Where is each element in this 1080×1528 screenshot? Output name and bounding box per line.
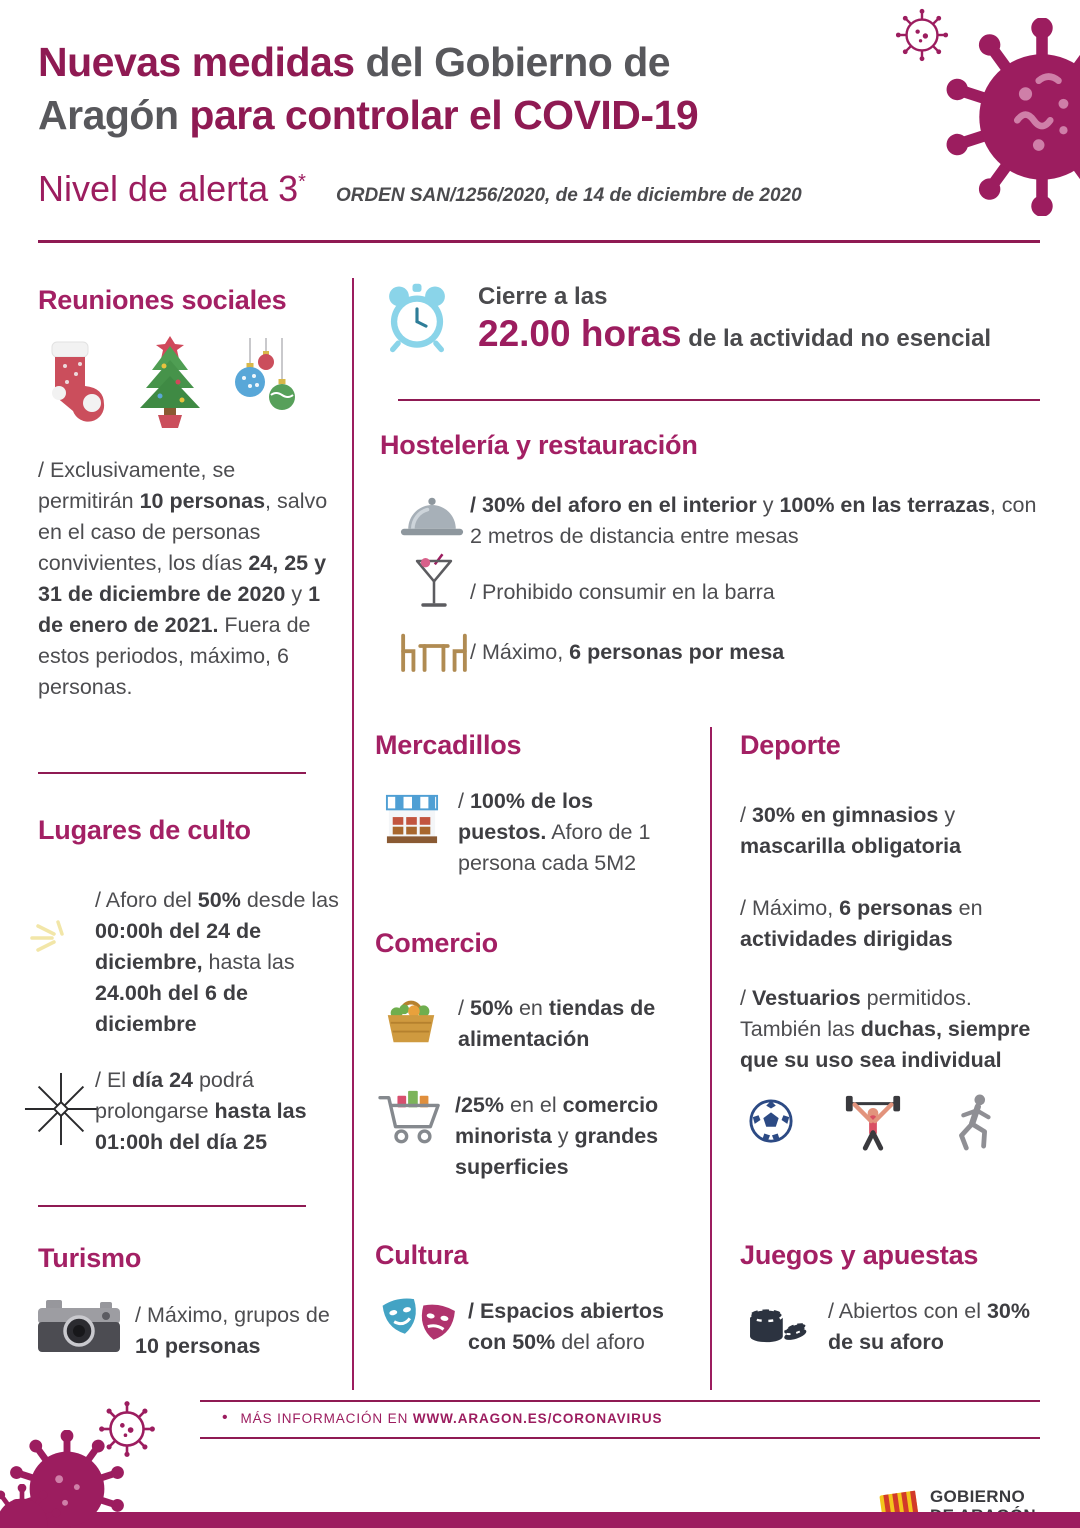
- virus-icon: [0, 1484, 62, 1528]
- left-divider-2: [38, 1205, 306, 1207]
- weightlifter-icon: [842, 1092, 904, 1152]
- comercio-item-2: /25% en el comercio minorista y grandes superficies: [455, 1093, 659, 1179]
- shopping-cart-icon: [376, 1088, 446, 1148]
- cierre-rest: de la actividad no esencial: [681, 325, 992, 352]
- alert-asterisk: *: [298, 171, 306, 193]
- lugares-item-2: / El día 24 podrá prolongarse hasta las 01:00h del día 25: [95, 1068, 307, 1154]
- mercadillos-item: / 100% de los puestos. Aforo de 1 persona cada 5M2: [458, 789, 651, 875]
- virus-icon: [943, 18, 1080, 216]
- section-heading-deporte: Deporte: [740, 730, 841, 760]
- stocking-icon: [40, 336, 112, 428]
- footer-divider-top: [200, 1400, 1040, 1402]
- section-heading-lugares: Lugares de culto: [38, 815, 251, 845]
- deporte-item-1: / 30% en gimnasios y mascarilla obligatoria: [740, 803, 962, 858]
- turismo-item: / Máximo, grupos de 10 personas: [135, 1303, 330, 1358]
- info-bullet: •: [222, 1409, 229, 1426]
- comercio-item-1: / 50% en tiendas de alimentación: [458, 996, 656, 1051]
- cloche-icon: [400, 492, 464, 540]
- section-heading-hosteleria: Hostelería y restauración: [380, 430, 698, 460]
- column-divider-right: [710, 727, 712, 1390]
- christmas-tree-icon: [128, 334, 212, 430]
- alert-row: [38, 168, 802, 210]
- cierre-time: 22.00 horas: [478, 313, 682, 354]
- section-heading-juegos: Juegos y apuestas: [740, 1240, 979, 1270]
- more-info-text: MÁS INFORMACIÓN EN WWW.ARAGON.ES/CORONAVIRUS: [240, 1410, 663, 1426]
- camera-icon: [36, 1298, 122, 1356]
- logo-line-1: GOBIERNO: [930, 1487, 1025, 1506]
- page-title: [38, 36, 698, 142]
- juegos-item: / Abiertos con el 30% de su aforo: [828, 1299, 1030, 1354]
- section-heading-cultura: Cultura: [375, 1240, 469, 1270]
- cierre-line-2: [478, 313, 1040, 355]
- ornaments-icon: [226, 338, 310, 428]
- deporte-item-2: / Máximo, 6 personas en actividades dirigidas: [740, 896, 983, 951]
- soccer-ball-icon: [748, 1098, 794, 1144]
- section-heading-turismo: Turismo: [38, 1243, 142, 1273]
- table-chairs-icon: [398, 630, 470, 674]
- footer-divider-bottom: [200, 1437, 1040, 1439]
- cierre-line-1: Cierre a las: [478, 283, 608, 310]
- hosteleria-item-1: / 30% del aforo en el interior y 100% en las terrazas, con 2 metros de distancia entre mesas: [470, 493, 1037, 548]
- theater-masks-icon: [380, 1294, 458, 1352]
- column-divider-left: [352, 278, 354, 1390]
- cierre-block: [478, 283, 1040, 355]
- sun-icon: [28, 918, 88, 958]
- star-icon: [24, 1072, 98, 1146]
- bottom-bar: [0, 1512, 1080, 1528]
- header-divider: [38, 240, 1040, 243]
- deporte-item-3: / Vestuarios permitidos. También las duchas, siempre que su uso sea individual: [740, 986, 1031, 1072]
- alarm-clock-icon: [381, 280, 453, 356]
- order-reference: ORDEN SAN/1256/2020, de 14 de diciembre de 2020: [335, 185, 802, 206]
- market-stall-icon: [383, 792, 441, 846]
- cultura-item: / Espacios abiertos con 50% del aforo: [468, 1299, 664, 1354]
- alert-level: Nivel de alerta 3*: [38, 168, 306, 209]
- reuniones-body-text: / Exclusivamente, se permitirán 10 personas, salvo en el caso de personas convivientes, los días 24, 25 y 31 de diciembre de 2020 y 1 de enero de 2021. Fuera de estos periodos, máximo, 6 personas.: [38, 458, 328, 699]
- title-line-1: Nuevas medidas del Gobierno de: [38, 39, 671, 85]
- hosteleria-item-3: / Máximo, 6 personas por mesa: [470, 640, 785, 664]
- runner-icon: [948, 1092, 1000, 1152]
- food-basket-icon: [381, 988, 441, 1048]
- cocktail-icon: [412, 552, 456, 614]
- more-info: [222, 1409, 662, 1427]
- poker-chips-icon: [745, 1294, 809, 1346]
- cierre-divider: [398, 399, 1040, 401]
- hosteleria-item-2: / Prohibido consumir en la barra: [470, 580, 775, 604]
- section-heading-mercadillos: Mercadillos: [375, 730, 522, 760]
- left-divider-1: [38, 772, 306, 774]
- title-line-2: Aragón para controlar el COVID-19: [38, 92, 699, 138]
- section-heading-reuniones: Reuniones sociales: [38, 285, 287, 315]
- lugares-item-1: / Aforo del 50% desde las 00:00h del 24 de diciembre, hasta las 24.00h del 6 de diciembre: [95, 888, 339, 1036]
- section-heading-comercio: Comercio: [375, 928, 498, 958]
